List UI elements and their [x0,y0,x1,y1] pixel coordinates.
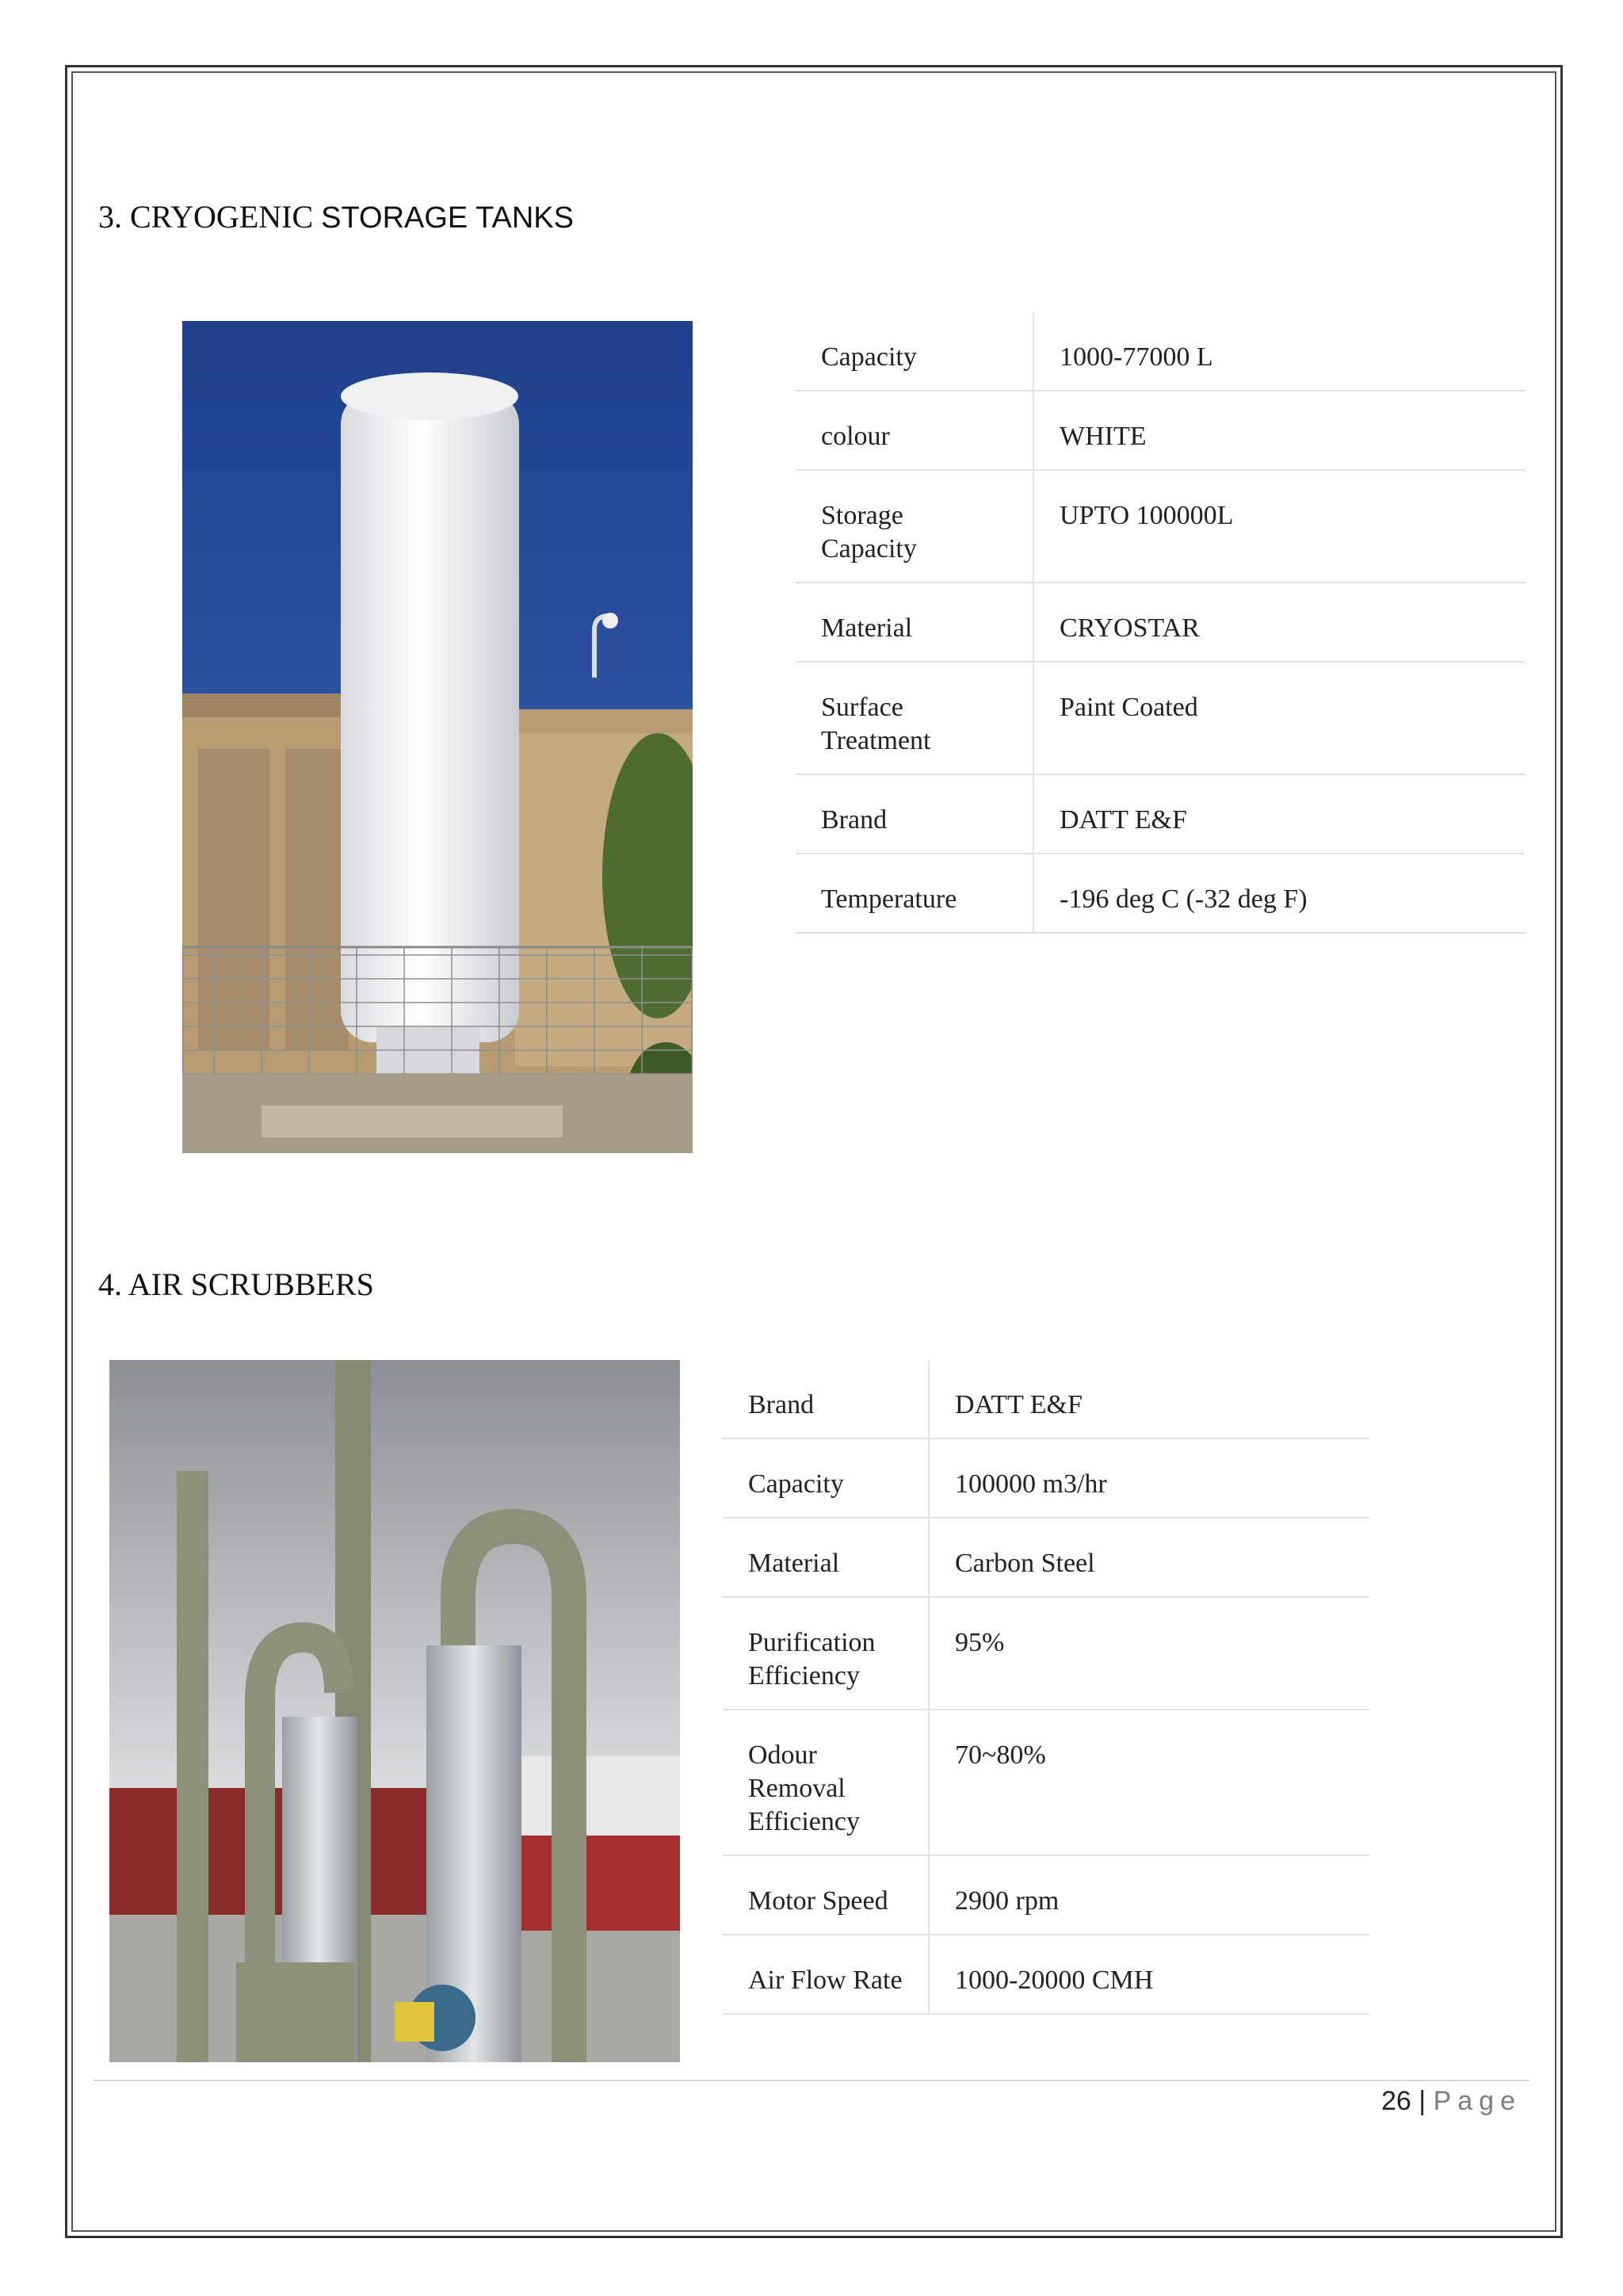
cryogenic-row-value: UPTO 100000L [1033,470,1525,583]
cryogenic-row [796,662,1525,774]
scrubbers-row-value: DATT E&F [929,1360,1369,1438]
page-word: Page [1433,2086,1522,2116]
cryogenic-row-value: WHITE [1033,391,1525,470]
scrubbers-row-key: Odour Removal Efficiency [723,1710,929,1855]
scrubbers-spec-body [723,1360,1369,2014]
scrubbers-row [723,1597,1369,1710]
scrubbers-row-key: Capacity [723,1438,929,1518]
page-footer [1381,2086,1522,2117]
cryogenic-row-key: Storage Capacity [796,470,1033,583]
cryogenic-row-value: 1000-77000 L [1033,312,1525,391]
scrubbers-row [723,1438,1369,1518]
footer-rule [94,2080,1529,2081]
scrubbers-row [723,1855,1369,1935]
cryogenic-row-key: Surface Treatment [796,662,1033,774]
cryogenic-row-value: CRYOSTAR [1033,583,1525,662]
cryogenic-row [796,854,1525,933]
air-scrubber-illustration [109,1360,680,2062]
scrubbers-row-key: Purification Efficiency [723,1597,929,1710]
cryogenic-row-key: colour [796,391,1033,470]
scrubbers-row [723,1935,1369,2014]
scrubbers-row-value: 95% [929,1597,1369,1710]
scrubbers-row [723,1518,1369,1597]
cryogenic-row [796,583,1525,662]
cryogenic-heading-rest: STORAGE TANKS [321,201,575,235]
scrubbers-row [723,1360,1369,1438]
air-scrubber-photo [109,1360,680,2062]
scrubbers-row-value: Carbon Steel [929,1518,1369,1597]
page-number: 26 [1381,2086,1411,2116]
scrubbers-spec-table [723,1360,1369,2015]
cryogenic-row-value: -196 deg C (-32 deg F) [1033,854,1525,933]
footer-separator: | [1419,2086,1426,2116]
cryogenic-row-key: Brand [796,774,1033,854]
scrubbers-row-value: 100000 m3/hr [929,1438,1369,1518]
scrubbers-row-key: Air Flow Rate [723,1935,929,2014]
cryogenic-row-value: DATT E&F [1033,774,1525,854]
cryogenic-heading-number: 3. CRYOGENIC [98,199,314,235]
cryogenic-row-value: Paint Coated [1033,662,1525,774]
cryogenic-row [796,774,1525,854]
cryogenic-row [796,312,1525,391]
scrubbers-row-value: 2900 rpm [929,1855,1369,1935]
scrubbers-row [723,1710,1369,1855]
scrubbers-row-key: Motor Speed [723,1855,929,1935]
scrubbers-row-value: 1000-20000 CMH [929,1935,1369,2014]
cryogenic-tank-photo [182,321,693,1153]
cryogenic-spec-table [796,312,1525,934]
cryogenic-tank-illustration [182,321,693,1153]
scrubbers-row-key: Material [723,1518,929,1597]
cryogenic-row-key: Capacity [796,312,1033,391]
scrubbers-row-value: 70~80% [929,1710,1369,1855]
scrubbers-row-key: Brand [723,1360,929,1438]
cryogenic-row-key: Temperature [796,854,1033,933]
cryogenic-row [796,470,1525,583]
cryogenic-row-key: Material [796,583,1033,662]
cryogenic-row [796,391,1525,470]
scrubbers-heading: 4. AIR SCRUBBERS [98,1266,374,1302]
cryogenic-heading [98,198,574,235]
cryogenic-spec-body [796,312,1525,933]
